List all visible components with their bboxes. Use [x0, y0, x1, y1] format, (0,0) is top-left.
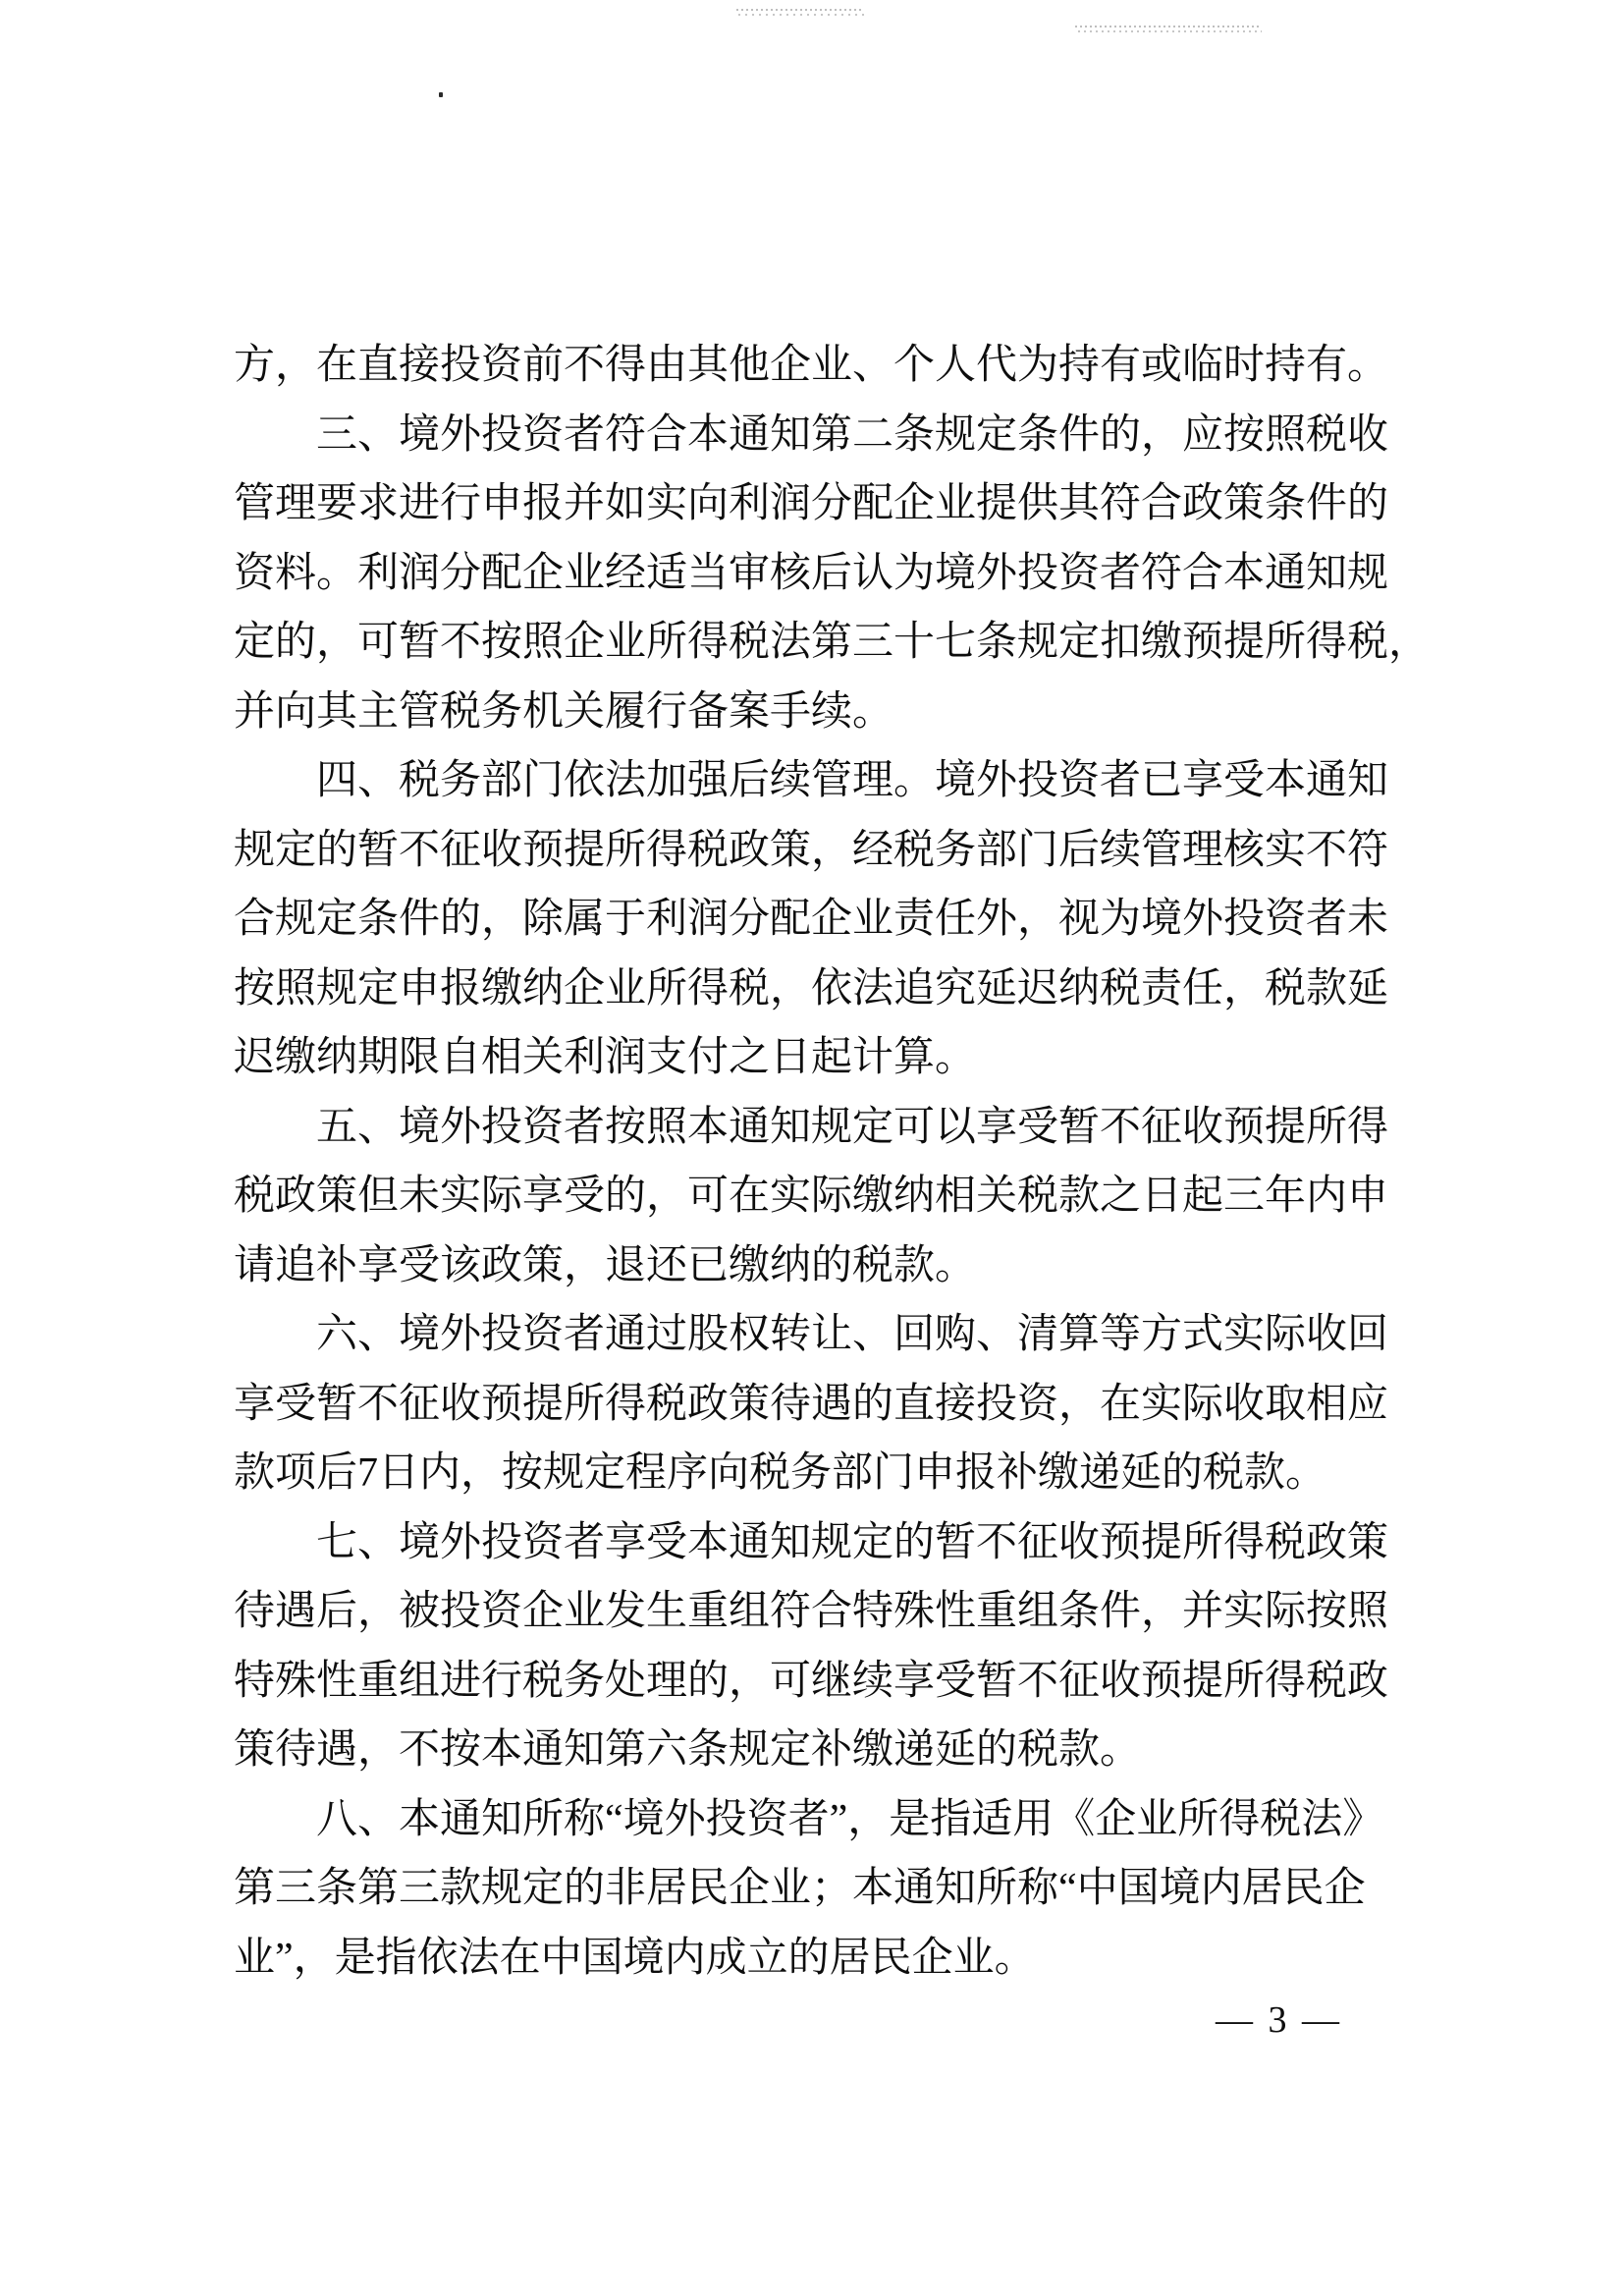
text-line: 定的，可暂不按照企业所得税法第三十七条规定扣缴预提所得税，	[234, 620, 1431, 665]
scan-artifact-top-right	[1075, 24, 1262, 34]
scan-artifact-dot	[439, 92, 443, 97]
text-line: 资料。利润分配企业经适当审核后认为境外投资者符合本通知规	[234, 550, 1389, 596]
text-line: 方，在直接投资前不得由其他企业、个人代为持有或临时持有。	[234, 343, 1389, 388]
text-line: 七、境外投资者享受本通知规定的暂不征收预提所得税政策	[316, 1519, 1389, 1565]
text-line: 请追补享受该政策，退还已缴纳的税款。	[234, 1242, 977, 1288]
text-line: 款项后7日内，按规定程序向税务部门申报补缴递延的税款。	[234, 1450, 1327, 1496]
text-line: 合规定条件的，除属于利润分配企业责任外，视为境外投资者未	[234, 897, 1389, 942]
text-line: 特殊性重组进行税务处理的，可继续享受暂不征收预提所得税政	[234, 1658, 1389, 1704]
text-line: 并向其主管税务机关履行备案手续。	[234, 688, 894, 735]
text-line: 策待遇，不按本通知第六条规定补缴递延的税款。	[234, 1727, 1142, 1773]
text-line: 三、境外投资者符合本通知第二条规定条件的，应按照税收	[316, 411, 1389, 458]
scan-artifact-top-left	[736, 9, 864, 17]
text-line: 规定的暂不征收预提所得税政策，经税务部门后续管理核实不符	[234, 827, 1389, 873]
text-line: 按照规定申报缴纳企业所得税，依法追究延迟纳税责任，税款延	[234, 965, 1389, 1011]
text-line: 八、本通知所称“境外投资者”，是指适用《企业所得税法》	[316, 1796, 1384, 1842]
text-line: 六、境外投资者通过股权转让、回购、清算等方式实际收回	[316, 1312, 1389, 1357]
text-line: 享受暂不征收预提所得税政策待遇的直接投资，在实际收取相应	[234, 1381, 1389, 1427]
text-line: 待遇后，被投资企业发生重组符合特殊性重组条件，并实际按照	[234, 1589, 1389, 1634]
text-line: 业”，是指依法在中国境内成立的居民企业。	[234, 1935, 1036, 1981]
text-line: 五、境外投资者按照本通知规定可以享受暂不征收预提所得	[316, 1104, 1389, 1150]
text-line: 迟缴纳期限自相关利润支付之日起计算。	[234, 1035, 977, 1080]
text-line: 管理要求进行申报并如实向利润分配企业提供其符合政策条件的	[234, 481, 1389, 526]
text-line: 税政策但未实际享受的，可在实际缴纳相关税款之日起三年内申	[234, 1174, 1389, 1219]
text-line: 四、税务部门依法加强后续管理。境外投资者已享受本通知	[316, 758, 1389, 803]
text-line: 第三条第三款规定的非居民企业；本通知所称“中国境内居民企	[234, 1866, 1366, 1911]
page-number: — 3 —	[1216, 1999, 1342, 2041]
